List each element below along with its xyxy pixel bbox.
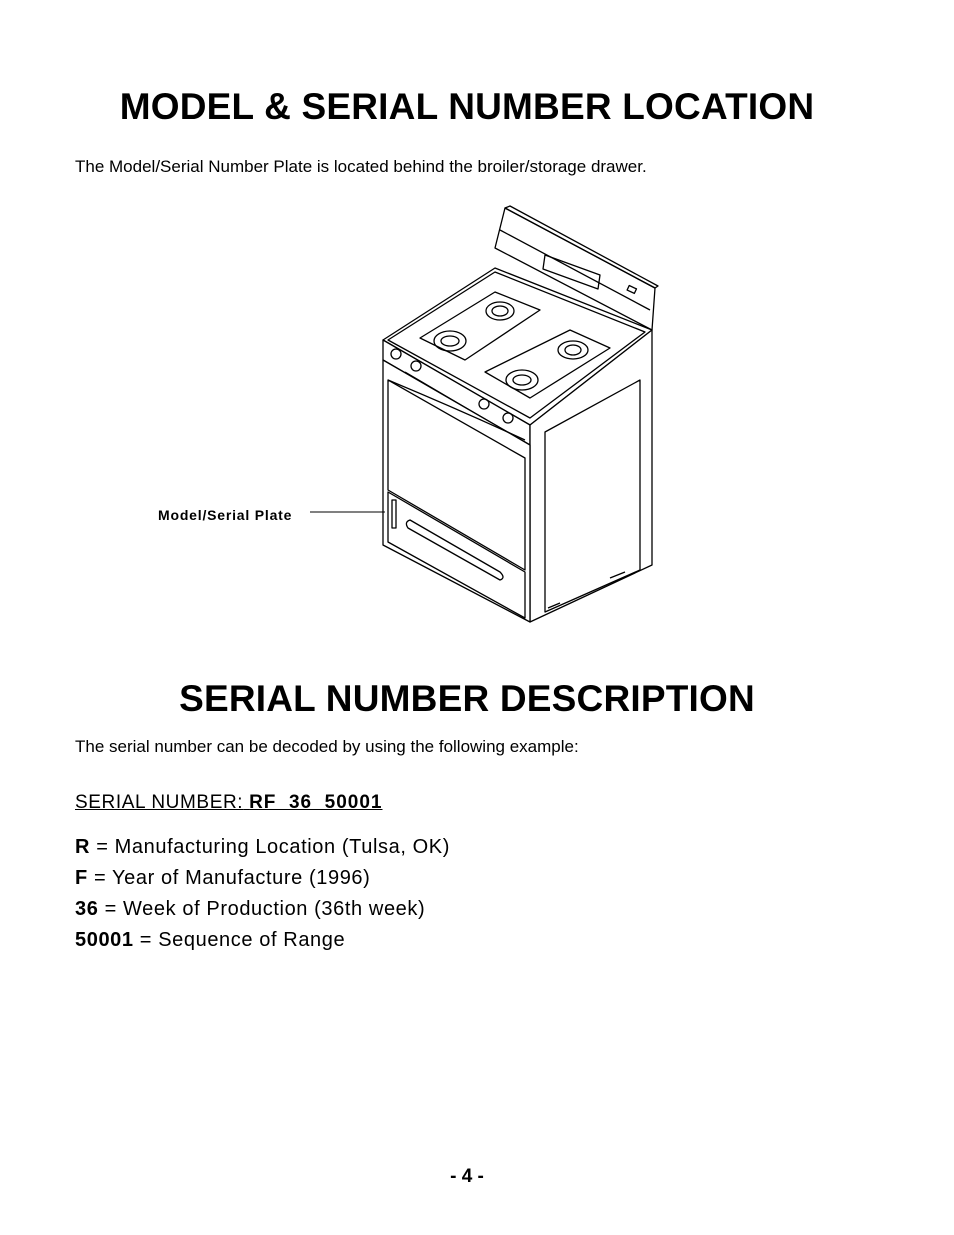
- definition-code: 36: [75, 898, 99, 920]
- serial-number-value: RF 36 50001: [249, 792, 383, 813]
- definition-year: [75, 867, 370, 890]
- definition-text: = Week of Production (36th week): [98, 898, 426, 920]
- definition-code: F: [75, 867, 88, 889]
- model-serial-plate-label: Model/Serial Plate: [158, 507, 293, 523]
- serial-number-example: [75, 792, 383, 814]
- definition-code: R: [75, 836, 91, 858]
- serial-description-text: The serial number can be decoded by using the following example:: [75, 737, 579, 756]
- definition-code: 50001: [75, 929, 134, 951]
- page-number: - 4 -: [450, 1166, 484, 1187]
- serial-number-prefix: SERIAL NUMBER:: [75, 792, 244, 813]
- model-serial-location-title: MODEL & SERIAL NUMBER LOCATION: [119, 86, 815, 127]
- definition-text: = Sequence of Range: [133, 929, 346, 951]
- serial-description-title: SERIAL NUMBER DESCRIPTION: [179, 678, 755, 719]
- definition-location: [75, 836, 450, 859]
- definition-text: = Manufacturing Location (Tulsa, OK): [90, 836, 451, 858]
- definition-text: = Year of Manufacture (1996): [87, 867, 371, 889]
- model-serial-location-text: The Model/Serial Number Plate is located behind the broiler/storage drawer.: [75, 157, 647, 176]
- definition-sequence: [75, 929, 345, 952]
- gas-range-illustration: [300, 200, 660, 630]
- definition-week: [75, 898, 425, 921]
